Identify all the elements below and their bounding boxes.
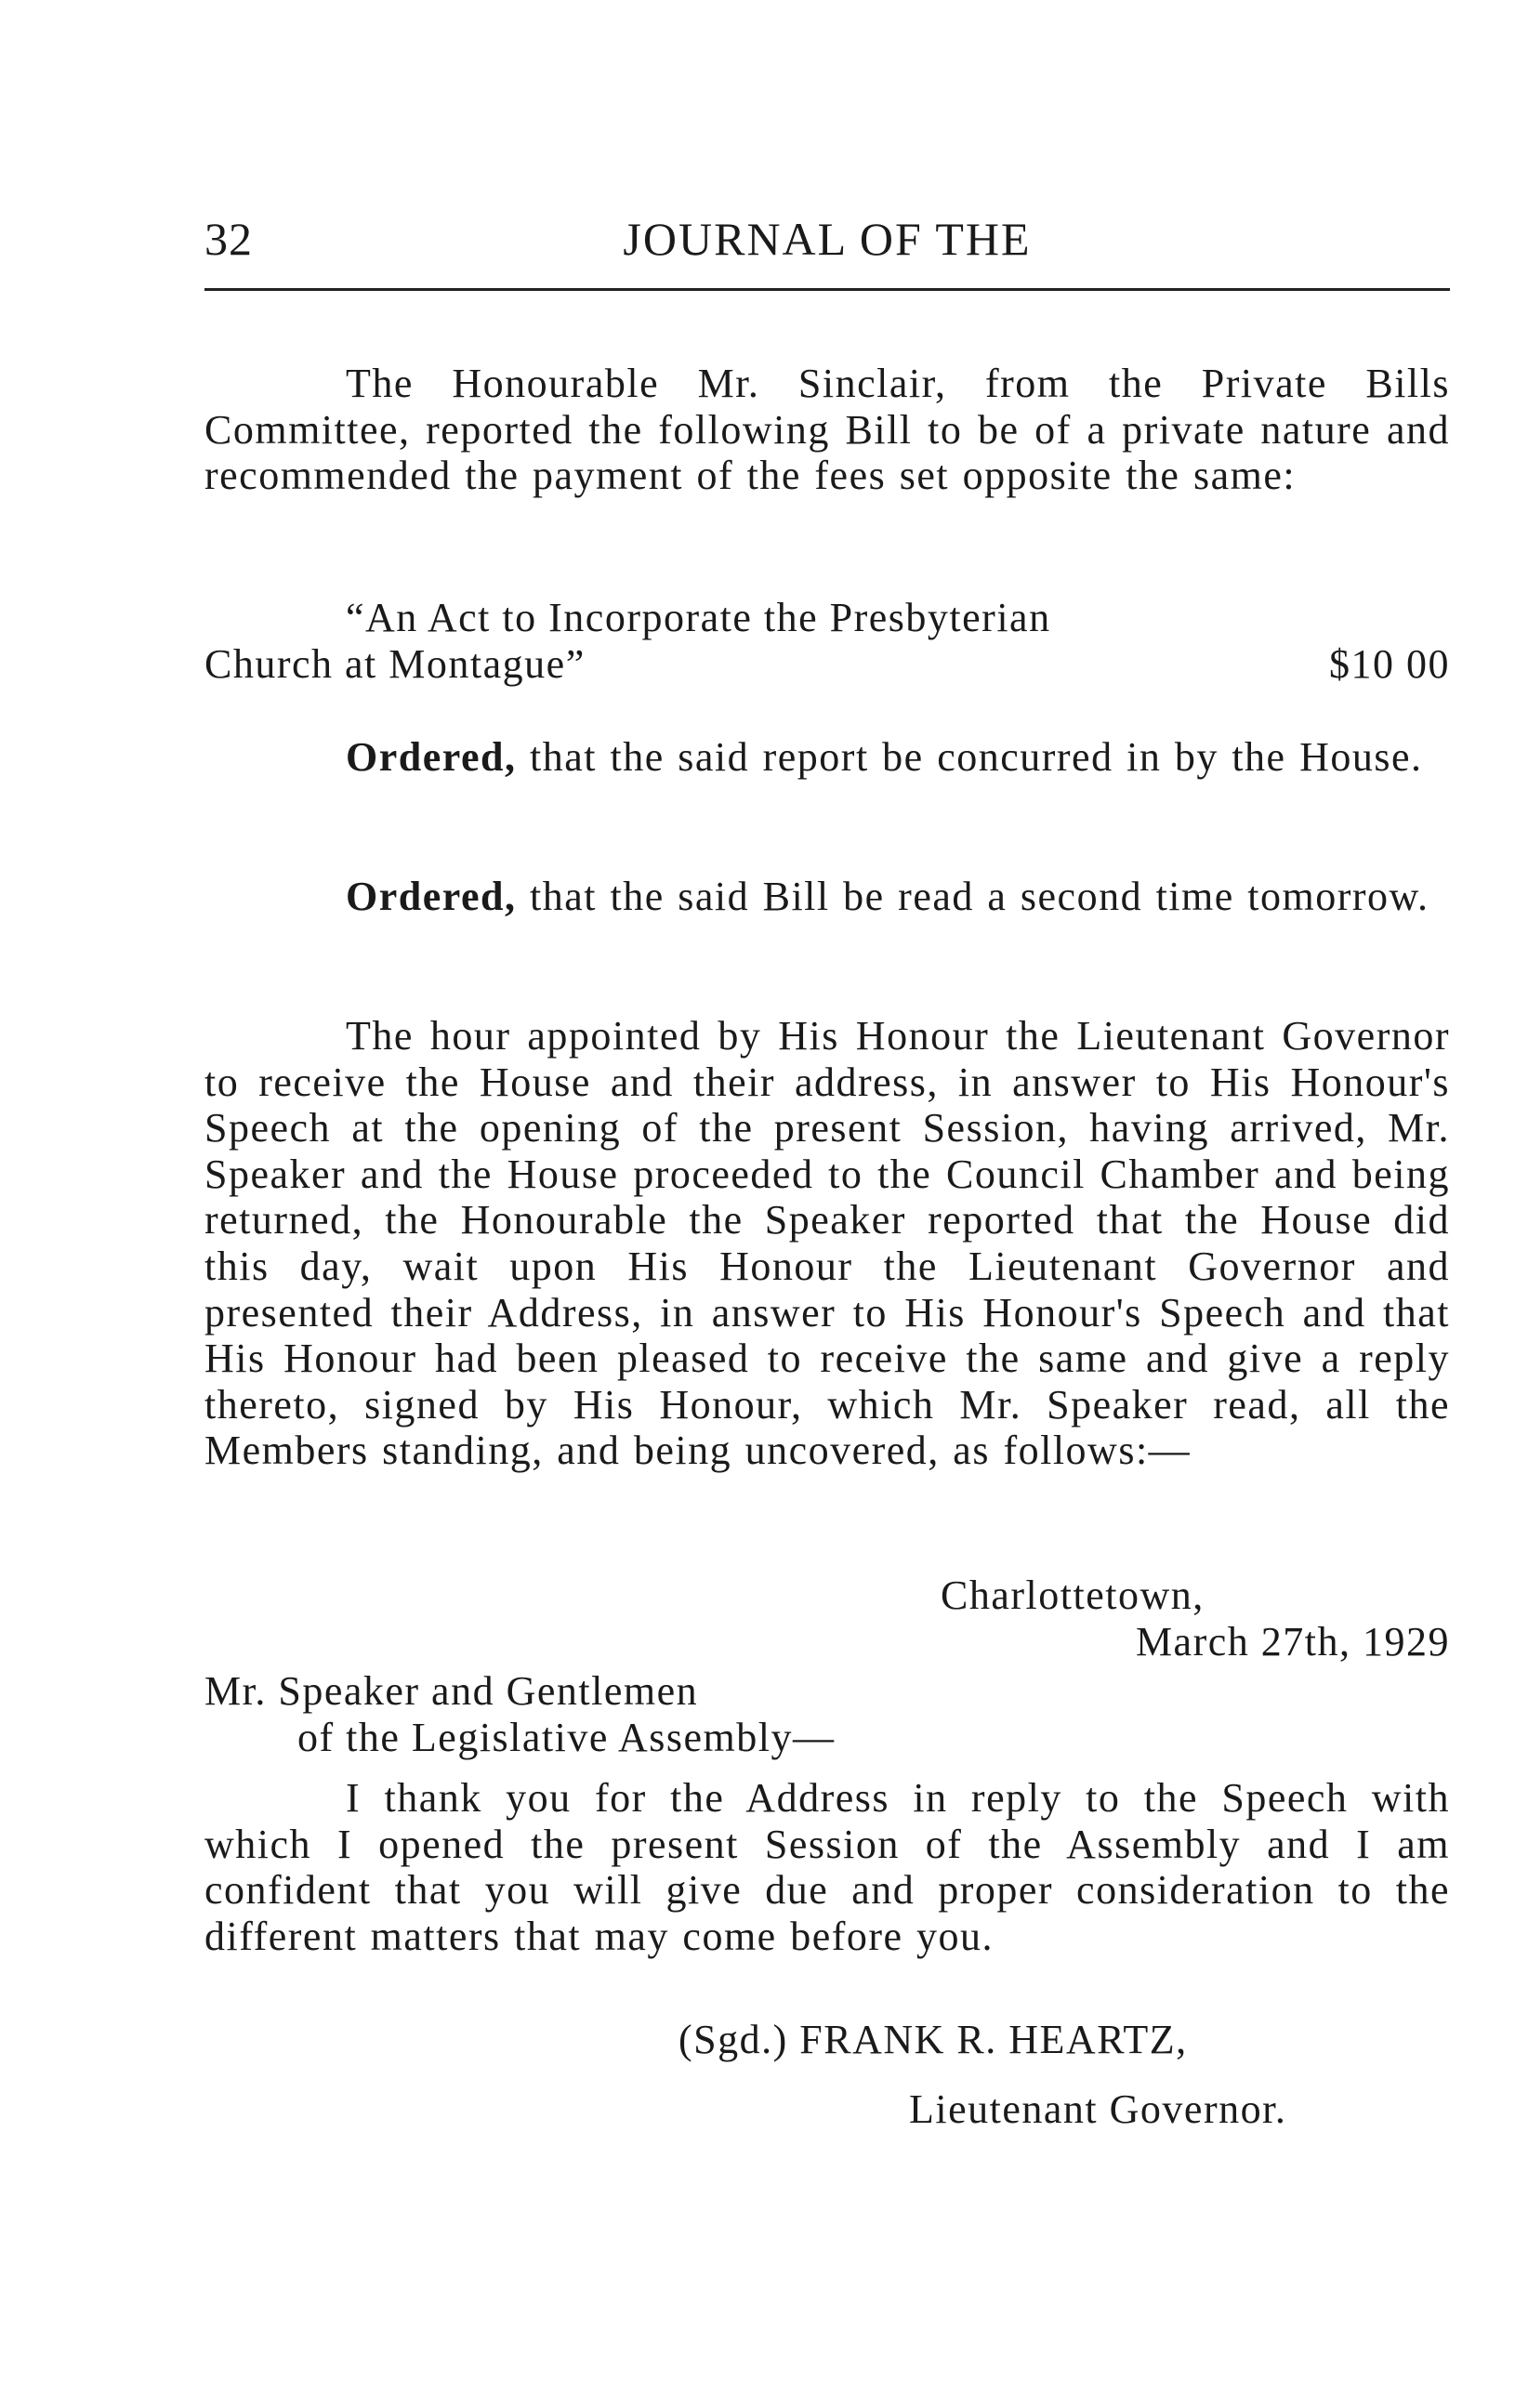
page-header [204, 212, 1450, 277]
letter-body-text: I thank you for the Address in reply to the Speech with which I opened the present Session of the Assembly and I am confident that you will give due and proper consideration to the different matters that may come before you. [204, 1775, 1450, 1959]
order-concur-paragraph [204, 734, 1450, 781]
order-concur-label: Ordered, [346, 734, 517, 780]
letter-date: March 27th, 1929 [1135, 1619, 1450, 1665]
header-rule [204, 288, 1450, 291]
address-text: The hour appointed by His Honour the Lieutenant Governor to receive the House and their address, in answer to His Honour's Speech at the opening of the present Session, having arrived, Mr. Speaker and the House proceeded to the Council Chamber and being returned, the Honourable the Speaker reported that the House did this day, wait upon His Honour the Lieutenant Governor and presented their Address, in answer to His Honour's Speech and that His Honour had been pleased to receive the same and give a reply thereto, signed by His Honour, which Mr. Speaker read, all the Members standing, and being uncovered, as follows:— [204, 1013, 1450, 1474]
bill-fee: $10 00 [1329, 641, 1450, 687]
signature: (Sgd.) FRANK R. HEARTZ, [678, 2017, 1188, 2062]
order-second-reading-paragraph [204, 874, 1450, 920]
letter-place: Charlottetown, [941, 1572, 1205, 1618]
letter-body-paragraph [204, 1775, 1450, 1959]
order-second-reading-label: Ordered, [346, 874, 517, 919]
signatory-title: Lieutenant Governor. [909, 2086, 1287, 2132]
order-second-reading-text: that the said Bill be read a second time tomorrow. [516, 874, 1429, 919]
running-head: JOURNAL OF THE [623, 213, 1032, 265]
salutation-line2: of the Legislative Assembly— [297, 1715, 836, 1760]
page-number: 32 [204, 213, 253, 265]
bill-title-line2: Church at Montague” [204, 641, 586, 687]
committee-report-paragraph [204, 361, 1450, 499]
salutation-line1: Mr. Speaker and Gentlemen [204, 1668, 699, 1714]
address-paragraph [204, 1013, 1450, 1474]
order-concur-text: that the said report be concurred in by the House. [516, 734, 1423, 780]
bill-title-line1: “An Act to Incorporate the Presbyterian [346, 595, 1051, 640]
committee-report-text: The Honourable Mr. Sinclair, from the Private Bills Committee, reported the following Bill to be of a private nature and recommended the payment of the fees set opposite the same: [204, 361, 1450, 499]
